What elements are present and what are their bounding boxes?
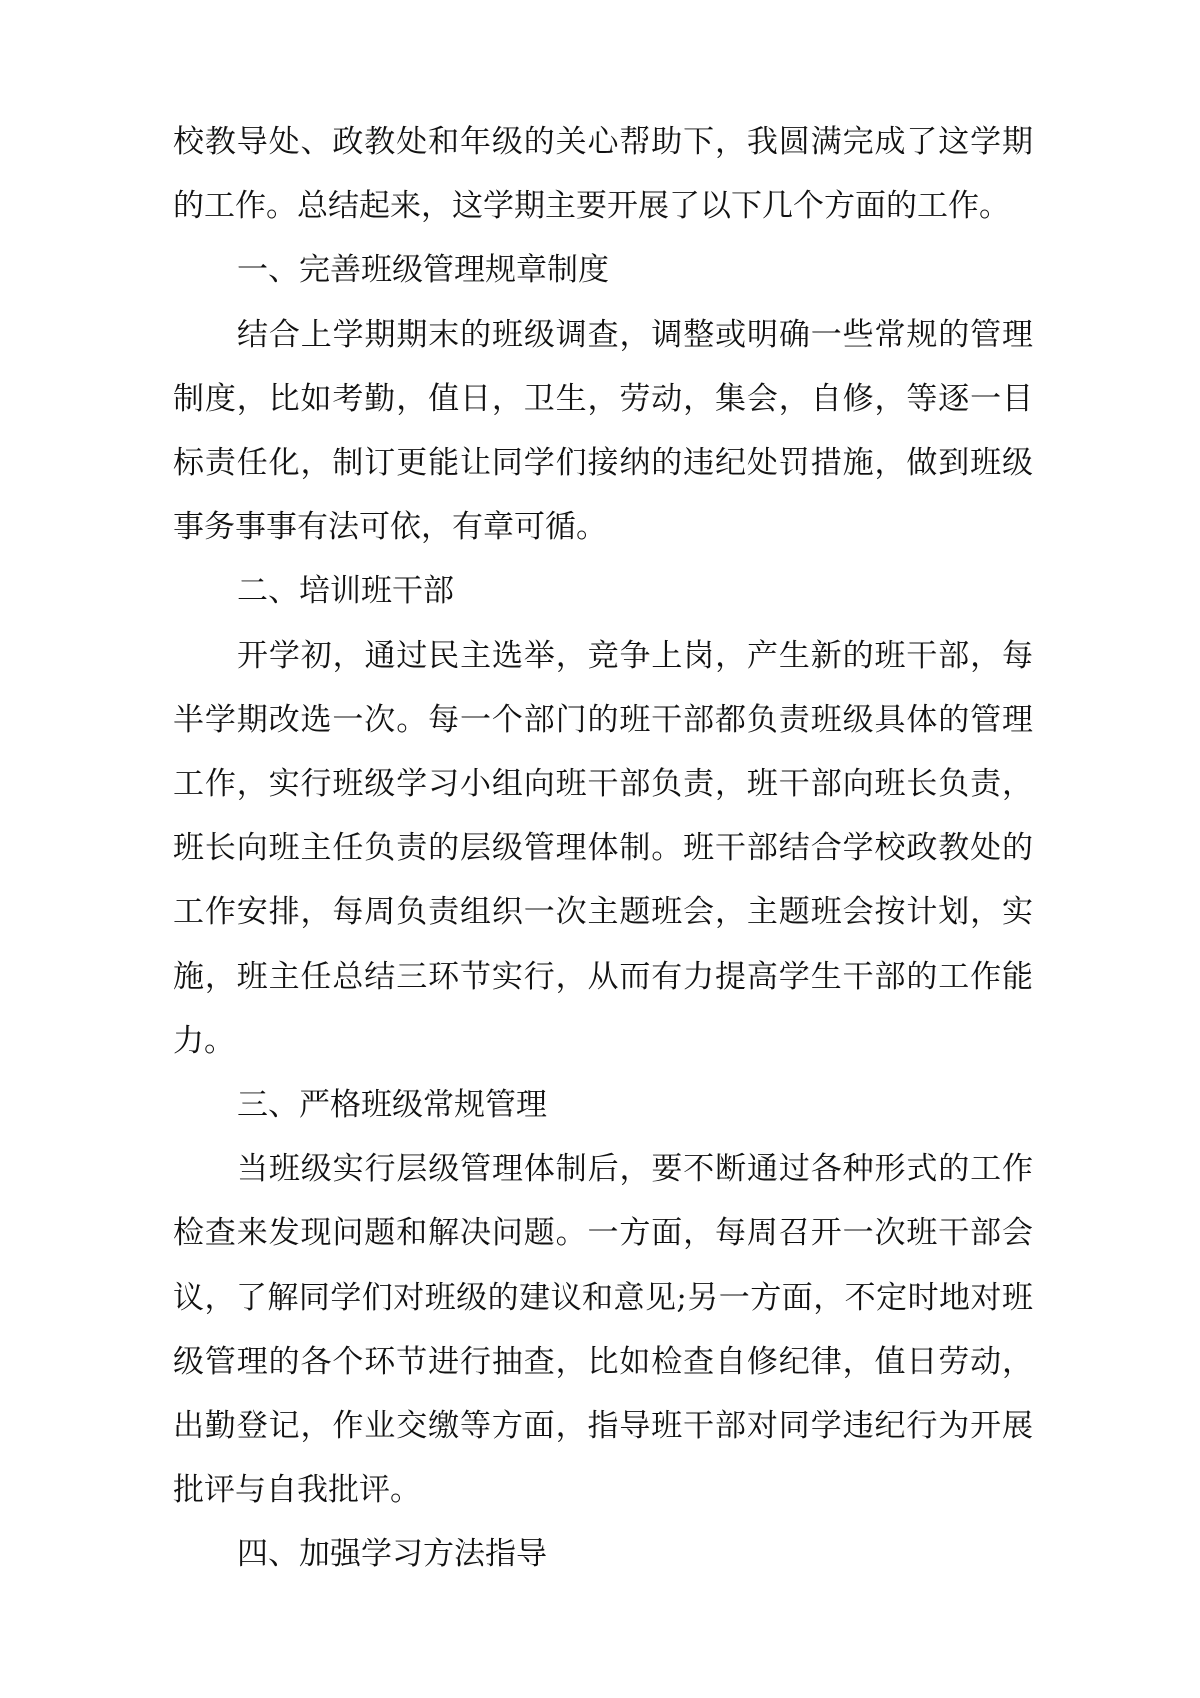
section-heading: 四、加强学习方法指导	[237, 1536, 547, 1573]
paragraph: 开学初，通过民主选举，竞争上岗，产生新的班干部，每半学期改选一次。每一个部门的班干部都负责班级具体的管理工作，实行班级学习小组向班干部负责，班干部向班长负责，班长向班主任负责的层级管理体制。班干部结合学校政教处的工作安排，每周负责组织一次主题班会，主题班会按计划，实施，班主任总结三环节实行，从而有力提高学生干部的工作能力。	[173, 637, 1033, 1059]
document-body	[173, 110, 1033, 1587]
paragraph: 结合上学期期末的班级调查，调整或明确一些常规的管理制度，比如考勤，值日，卫生，劳动，集会，自修，等逐一目标责任化，制订更能让同学们接纳的违纪处罚措施，做到班级事务事事有法可依，有章可循。	[173, 316, 1033, 546]
section-heading: 二、培训班干部	[237, 573, 454, 610]
paragraph: 当班级实行层级管理体制后，要不断通过各种形式的工作检查来发现问题和解决问题。一方面，每周召开一次班干部会议，了解同学们对班级的建议和意见;另一方面，不定时地对班级管理的各个环节进行抽查，比如检查自修纪律，值日劳动，出勤登记，作业交缴等方面，指导班干部对同学违纪行为开展批评与自我批评。	[173, 1151, 1033, 1509]
section-heading: 一、完善班级管理规章制度	[237, 252, 609, 289]
section-heading: 三、严格班级常规管理	[237, 1087, 547, 1124]
paragraph: 校教导处、政教处和年级的关心帮助下，我圆满完成了这学期的工作。总结起来，这学期主要开展了以下几个方面的工作。	[173, 124, 1033, 225]
